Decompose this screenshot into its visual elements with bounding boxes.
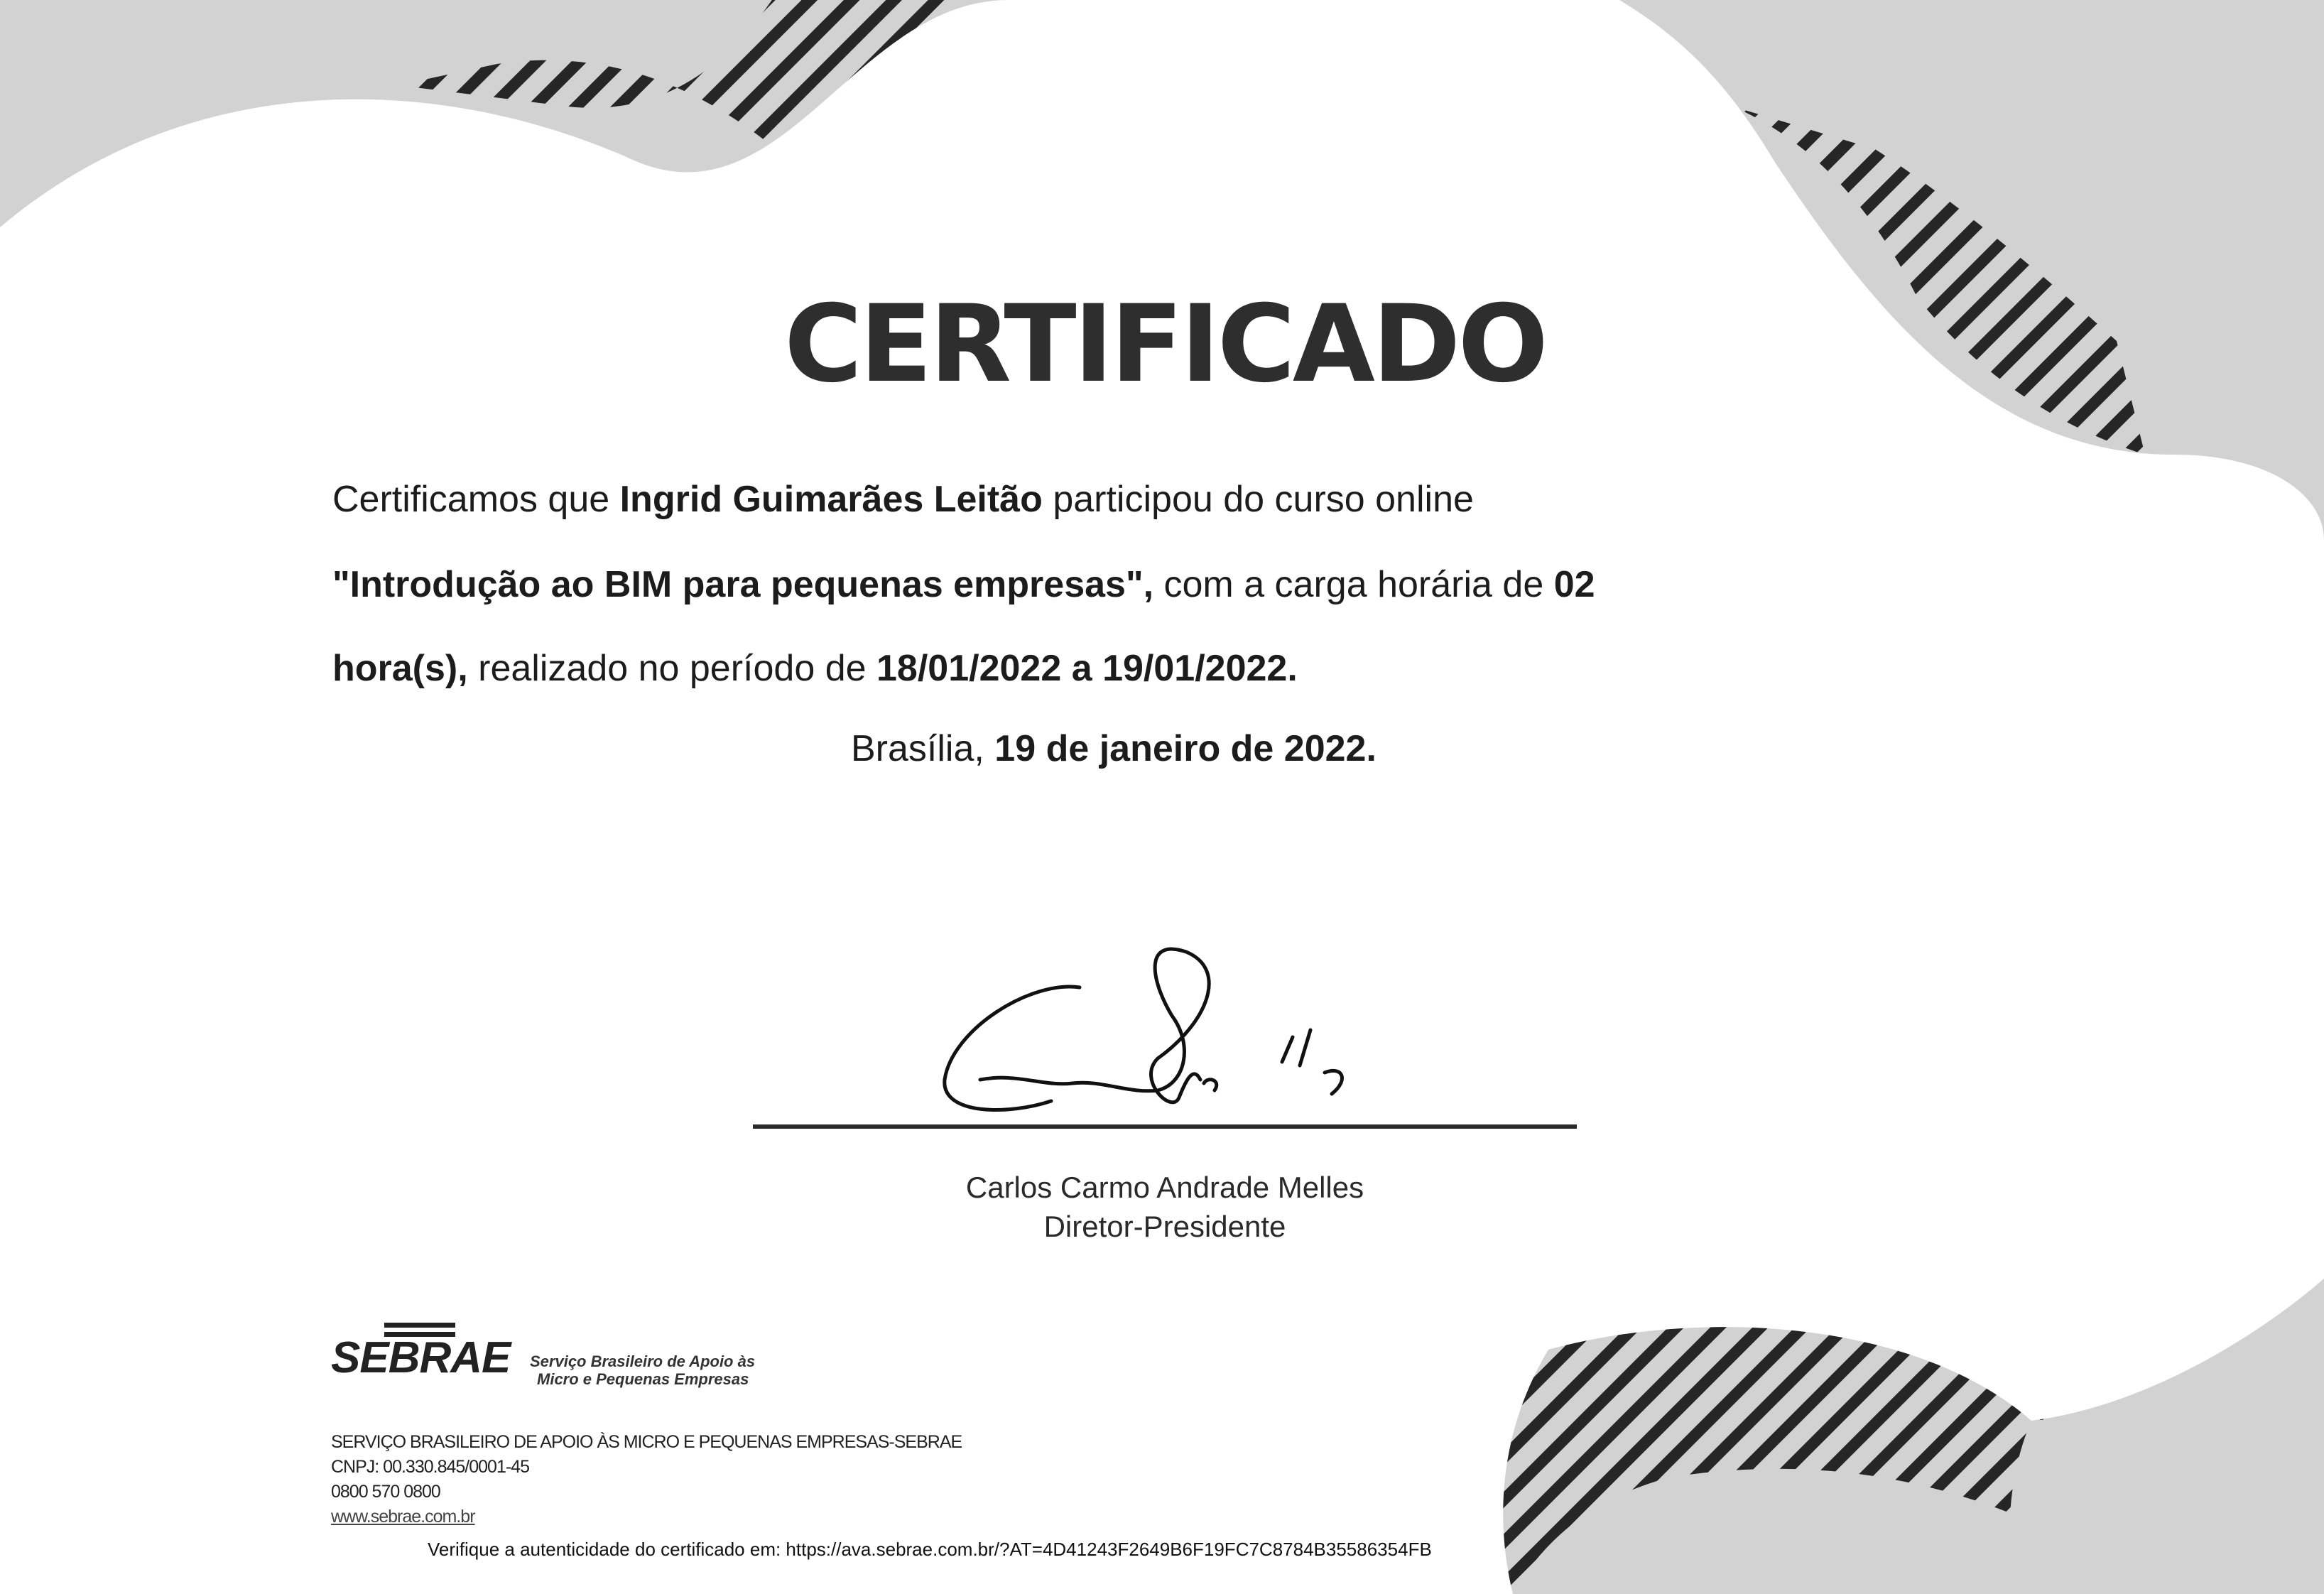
signature-line xyxy=(753,1124,1577,1129)
course-name: "Introdução ao BIM para pequenas empresas", xyxy=(332,564,1154,605)
line1-suffix: participou do curso online xyxy=(1042,479,1474,520)
issue-date: 19 de janeiro de 2022. xyxy=(994,728,1377,769)
footer-info xyxy=(331,1430,962,1529)
verification-text: Verifique a autenticidade do certificado em: https://ava.sebrae.com.br/?AT=4D41243F2649B6F19FC7C8784B35586354FB xyxy=(428,1539,1432,1560)
course-period: 18/01/2022 a 19/01/2022. xyxy=(876,648,1298,689)
body-line-3 xyxy=(332,646,1298,690)
footer-phone: 0800 570 0800 xyxy=(331,1482,440,1502)
hours-unit: hora(s), xyxy=(332,648,468,689)
footer-website-link[interactable]: www.sebrae.com.br xyxy=(331,1507,475,1527)
place-and-date xyxy=(851,727,1377,770)
line2-middle: com a carga horária de xyxy=(1153,564,1554,605)
hours-number: 02 xyxy=(1553,564,1595,605)
footer-org: SERVIÇO BRASILEIRO DE APOIO ÀS MICRO E PEQUENAS EMPRESAS-SEBRAE xyxy=(331,1432,962,1452)
signer-name: Carlos Carmo Andrade Melles xyxy=(965,1171,1364,1204)
line3-middle: realizado no período de xyxy=(467,648,876,689)
logo-subtitle xyxy=(530,1352,755,1389)
logo-wordmark: SEBRAE xyxy=(331,1333,511,1382)
participant-name: Ingrid Guimarães Leitão xyxy=(619,479,1043,520)
signer-title: Diretor-Presidente xyxy=(1043,1209,1286,1243)
signature-image xyxy=(923,938,1378,1137)
body-line-1 xyxy=(332,477,1474,521)
logo-subtitle-line-1: Serviço Brasileiro de Apoio às xyxy=(530,1352,756,1370)
signer-block xyxy=(753,1169,1577,1246)
line1-prefix: Certificamos que xyxy=(332,479,620,520)
footer-cnpj: CNPJ: 00.330.845/0001-45 xyxy=(331,1457,529,1477)
logo-subtitle-line-2: Micro e Pequenas Empresas xyxy=(537,1370,749,1389)
body-line-2 xyxy=(332,563,1595,607)
certificate-title: CERTIFICADO xyxy=(784,283,1546,406)
place: Brasília, xyxy=(851,728,995,769)
sebrae-logo xyxy=(331,1323,800,1394)
